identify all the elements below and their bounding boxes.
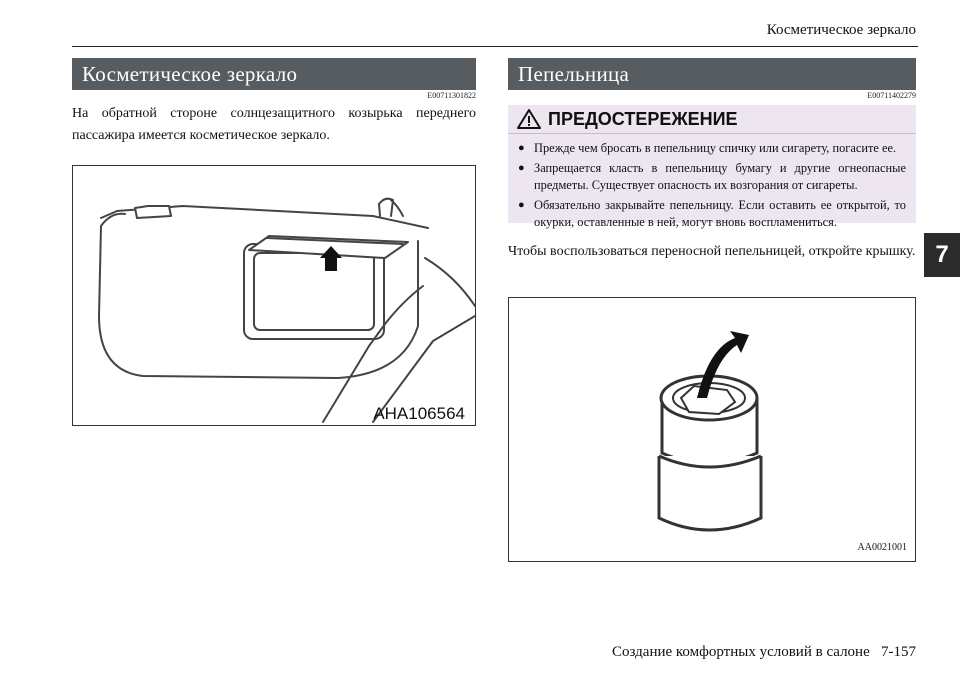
paragraph-vanity-mirror: На обратной стороне солнцезащитного козырька переднего пассажира имеется косметическое зеркало. <box>72 106 476 143</box>
warning-header <box>508 105 916 134</box>
chapter-tab: 7 <box>924 233 960 277</box>
warning-box <box>508 105 916 229</box>
figure-label: AHA106564 <box>373 404 465 423</box>
figure-sun-visor-mirror <box>72 165 476 426</box>
page-number: 7-157 <box>881 644 916 660</box>
warning-triangle-icon <box>516 108 542 130</box>
sun-visor-illustration <box>73 166 475 425</box>
header-rule <box>72 46 918 47</box>
warning-list <box>508 134 916 238</box>
section-code: E00711301822 <box>427 91 476 100</box>
section-code: E00711402279 <box>867 91 916 100</box>
figure-label: AA0021001 <box>857 542 907 553</box>
section-title-vanity-mirror: Косметическое зеркало <box>72 58 476 90</box>
figure-ashtray <box>508 297 916 562</box>
section-title-ashtray: Пепельница <box>508 58 916 90</box>
ashtray-illustration <box>509 298 915 561</box>
running-header: Косметическое зеркало <box>766 22 916 38</box>
paragraph-ashtray: Чтобы воспользоваться переносной пепельницей, откройте крышку. <box>508 244 916 259</box>
running-footer <box>612 644 916 661</box>
footer-section: Создание комфортных условий в салоне <box>612 644 870 660</box>
warning-item: ● Прежде чем бросать в пепельницу спичку или сигарету, погасите ее. <box>518 140 906 157</box>
warning-item: ● Запрещается класть в пепельницу бумагу и другие огнеопасные предметы. Существует опасность их возгорания от сигареты. <box>518 160 906 194</box>
warning-title: ПРЕДОСТЕРЕЖЕНИЕ <box>548 108 738 129</box>
warning-item: ● Обязательно закрывайте пепельницу. Если оставить ее открытой, то окурки, оставленные в ней, могут вновь воспламениться. <box>518 197 906 231</box>
